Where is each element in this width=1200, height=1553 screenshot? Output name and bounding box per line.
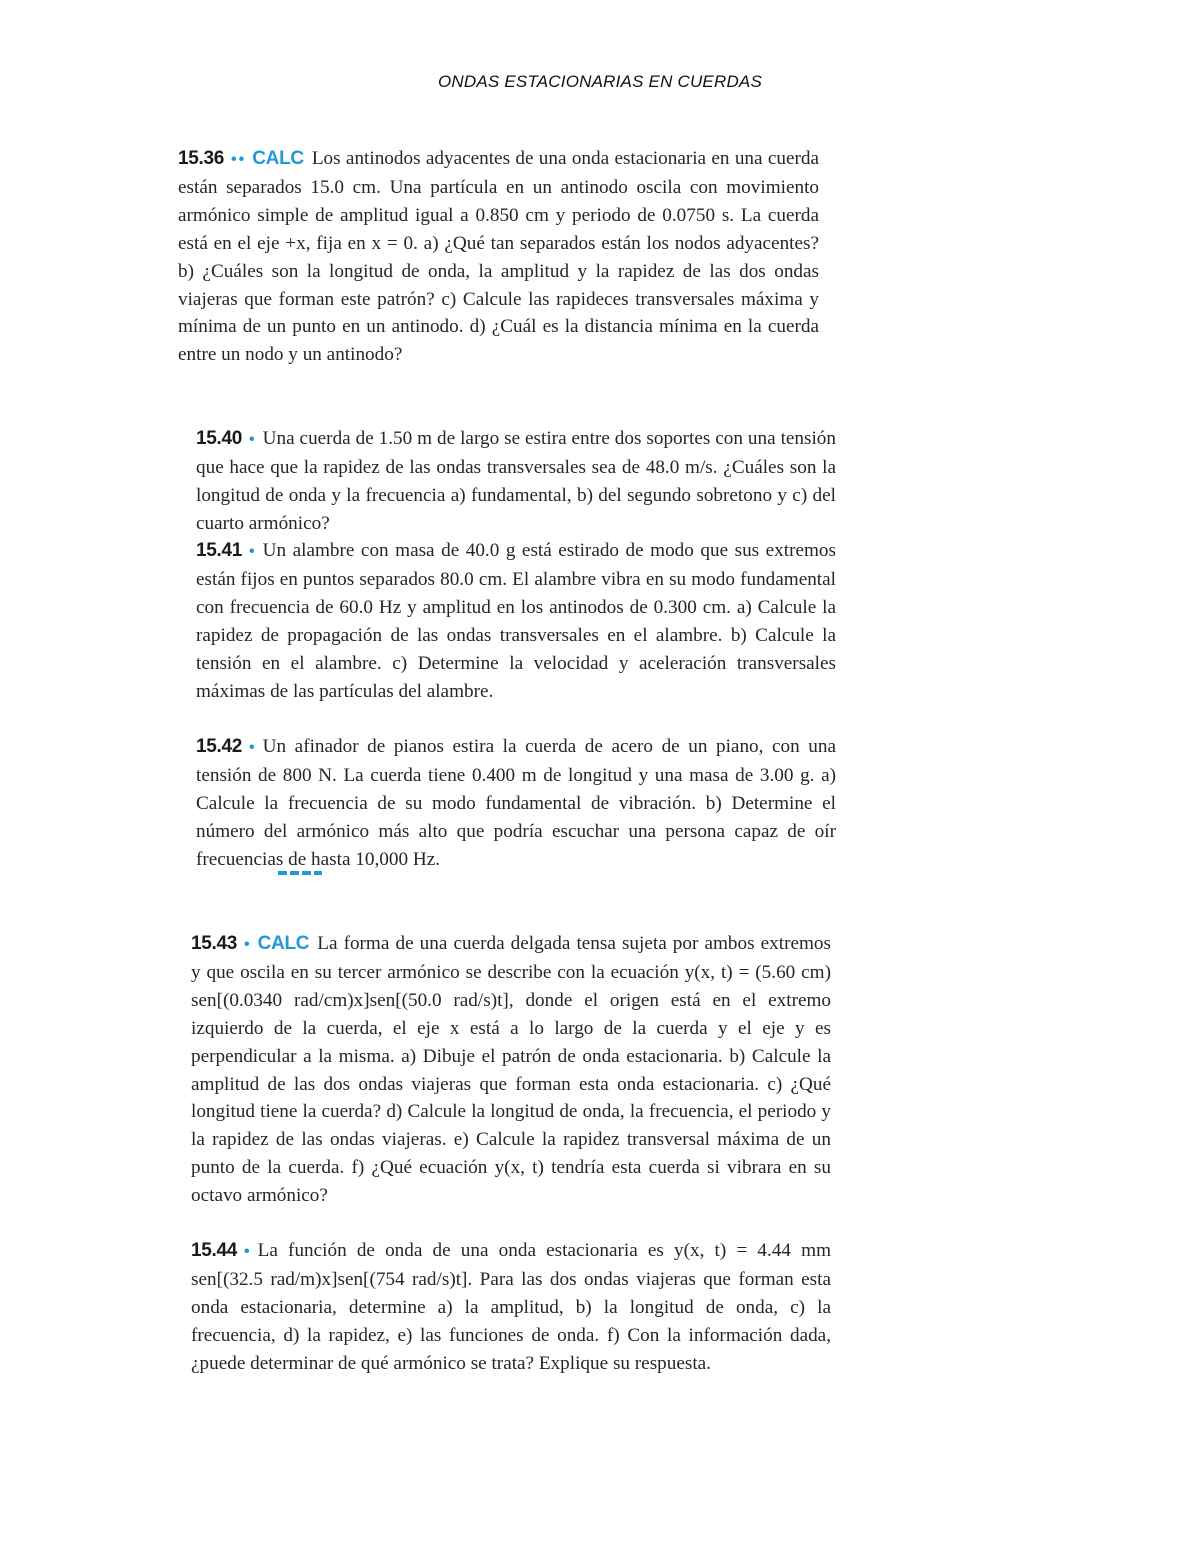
problem-text: La función de onda de una onda estacionaria es y(x, t) = 4.44 mm sen[(32.5 rad/m)x]sen[(754 rad/s)t]. Para las dos ondas viajeras que forman esta onda estacionaria, determine a) la amplitud, b) la longitud de onda, c) la frecuencia, d) la rapidez, e) las funciones de onda. f) Con la información dada, ¿puede determinar de qué armónico se trata? Explique su respuesta. (191, 1240, 831, 1374)
problem-text: Una cuerda de 1.50 m de largo se estira entre dos soportes con una tensión que hace que la rapidez de las ondas transversales sea de 48.0 m/s. ¿Cuáles son la longitud de onda y la frecuencia a) fundamental, b) del segundo sobretono y c) del cuarto armónico? (196, 428, 836, 534)
problem-15-40 (196, 425, 836, 538)
difficulty-dots: • (249, 431, 257, 448)
problem-15-44 (191, 1237, 831, 1378)
problem-number: 15.36 (178, 148, 225, 169)
problem-number: 15.43 (191, 933, 238, 954)
cropped-text-fragment (278, 871, 322, 875)
problem-number: 15.40 (196, 428, 243, 449)
calc-tag: CALC (252, 148, 304, 169)
problem-number: 15.41 (196, 540, 243, 561)
problem-15-36 (178, 145, 819, 369)
difficulty-dots: • (244, 936, 252, 953)
difficulty-dots: • (249, 543, 257, 560)
problem-number: 15.44 (191, 1240, 238, 1261)
calc-tag: CALC (257, 933, 310, 954)
difficulty-dots: • (244, 1243, 252, 1260)
page-title: ONDAS ESTACIONARIAS EN CUERDAS (437, 72, 763, 91)
difficulty-dots: •• (231, 151, 247, 168)
problem-15-42 (196, 733, 836, 874)
difficulty-dots: • (249, 739, 257, 756)
problem-number: 15.42 (196, 736, 243, 757)
problem-text: La forma de una cuerda delgada tensa sujeta por ambos extremos y que oscila en su tercer armónico se describe con la ecuación y(x, t) = (5.60 cm) sen[(0.0340 rad/cm)x]sen[(50.0 rad/s)t], donde el origen está en el extremo izquierdo de la cuerda, el eje x está a lo largo de la cuerda y el eje y es perpendicular a la misma. a) Dibuje el patrón de onda estacionaria. b) Calcule la amplitud de las dos ondas viajeras que forman esta onda estacionaria. c) ¿Qué longitud tiene la cuerda? d) Calcule la longitud de onda, la frecuencia, el periodo y la rapidez de las ondas viajeras. e) Calcule la rapidez transversal máxima de un punto de la cuerda. f) ¿Qué ecuación y(x, t) tendría esta cuerda si vibrara en su octavo armónico? (191, 933, 831, 1207)
problem-15-41 (196, 537, 836, 705)
problem-15-43 (191, 930, 831, 1210)
problem-text: Los antinodos adyacentes de una onda estacionaria en una cuerda están separados 15.0 cm. Una partícula en un antinodo oscila con movimiento armónico simple de amplitud igual a 0.850 cm y periodo de 0.0750 s. La cuerda está en el eje +x, fija en x = 0. a) ¿Qué tan separados están los nodos adyacentes? b) ¿Cuáles son la longitud de onda, la amplitud y la rapidez de las dos ondas viajeras que forman este patrón? c) Calcule las rapideces transversales máxima y mínima de un punto en un antinodo. d) ¿Cuál es la distancia mínima en la cuerda entre un nodo y un antinodo? (178, 148, 819, 366)
problem-text: Un afinador de pianos estira la cuerda de acero de un piano, con una tensión de 800 N. La cuerda tiene 0.400 m de longitud y una masa de 3.00 g. a) Calcule la frecuencia de su modo fundamental de vibración. b) Determine el número del armónico más alto que podría escuchar una persona capaz de oír frecuencias de hasta 10,000 Hz. (196, 736, 836, 870)
problem-text: Un alambre con masa de 40.0 g está estirado de modo que sus extremos están fijos en puntos separados 80.0 cm. El alambre vibra en su modo fundamental con frecuencia de 60.0 Hz y amplitud en los antinodos de 0.300 cm. a) Calcule la rapidez de propagación de las ondas transversales en el alambre. b) Calcule la tensión en el alambre. c) Determine la velocidad y aceleración transversales máximas de las partículas del alambre. (196, 540, 836, 702)
